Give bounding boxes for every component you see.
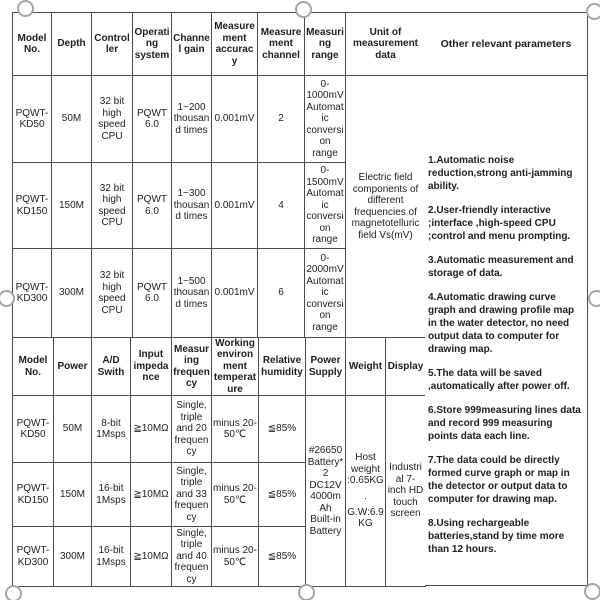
col-header-measurement-channel: Measurement channel — [258, 13, 305, 76]
kd300-accuracy-cell: 0.001mV — [212, 249, 258, 338]
resize-handle-right-middle[interactable] — [588, 290, 600, 307]
kd50-ad-swith-cell: 8-bit 1Msps — [92, 396, 131, 463]
weight-line-dot: . — [364, 490, 367, 502]
kd300-frequency-cell: Single, triple and 40 frequency — [172, 527, 212, 587]
kd150-ad-swith-cell: 16-bit 1Msps — [92, 463, 131, 527]
resize-handle-top-right[interactable] — [586, 3, 600, 20]
kd150-impedance-cell: ≧10MΩ — [131, 463, 172, 527]
kd300-model-cell-2: PQWT-KD300 — [13, 527, 54, 587]
col-header-display: Display — [386, 338, 426, 396]
weight-line-host: Host weight :0.65KG — [347, 452, 384, 487]
other-parameters-column — [425, 12, 588, 586]
col-header-relative-humidity: Relative humidity — [259, 338, 306, 396]
top-spec-table — [12, 12, 426, 338]
kd50-range-cell: 0-1000mV Automatic conversion range — [305, 76, 346, 163]
kd300-model-cell: PQWT-KD300 — [13, 249, 52, 338]
resize-handle-bottom-left[interactable] — [5, 585, 22, 600]
other-param-item-5: 5.The data will be saved ,automatically after power off. — [428, 368, 570, 392]
col-header-other-parameters: Other relevant parameters — [425, 13, 587, 76]
kd150-channels-cell: 4 — [258, 163, 305, 249]
kd150-range-cell: 0-1500mV Automatic conversion range — [305, 163, 346, 249]
bottom-spec-table — [12, 337, 426, 587]
kd300-humidity-cell: ≦85% — [259, 527, 306, 587]
kd150-controller-cell: 32 bit high speed CPU — [92, 163, 133, 249]
col-header-depth: Depth — [52, 13, 92, 76]
kd50-impedance-cell: ≧10MΩ — [131, 396, 172, 463]
resize-handle-bottom-right[interactable] — [584, 583, 600, 600]
kd50-frequency-cell: Single, triple and 20 frequency — [172, 396, 212, 463]
other-param-item-1: 1.Automatic noise reduction,strong anti-jamming ability. — [428, 155, 573, 192]
col-header-input-impedance: Input impedance — [131, 338, 172, 396]
kd50-depth-cell: 50M — [52, 76, 92, 163]
col-header-power-supply: Power Supply — [306, 338, 346, 396]
kd50-channels-cell: 2 — [258, 76, 305, 163]
kd300-impedance-cell: ≧10MΩ — [131, 527, 172, 587]
other-param-item-4: 4.Automatic drawing curve graph and drawing profile map in the water detector, no need output data to computer for drawing map. — [428, 292, 575, 355]
col-header-weight: Weight — [346, 338, 386, 396]
kd300-power-cell: 300M — [54, 527, 92, 587]
col-header-model-no-2: Model No. — [13, 338, 54, 396]
other-param-item-8: 8.Using rechargeable batteries,stand by time more than 12 hours. — [428, 518, 565, 555]
kd150-accuracy-cell: 0.001mV — [212, 163, 258, 249]
other-param-item-3: 3.Automatic measurement and storage of data. — [428, 255, 574, 279]
kd300-os-cell: PQWT 6.0 — [133, 249, 172, 338]
kd50-model-cell-2: PQWT-KD50 — [13, 396, 54, 463]
resize-handle-bottom-middle[interactable] — [298, 584, 315, 600]
col-header-measuring-range: Measuring range — [305, 13, 346, 76]
kd50-channel-gain-cell: 1~200 thousand times — [172, 76, 212, 163]
col-header-measurement-accuracy: Measurement accuracy — [212, 13, 258, 76]
other-parameters-list — [425, 76, 587, 585]
col-header-operating-system: Operating system — [133, 13, 172, 76]
kd150-frequency-cell: Single, triple and 33 frequency — [172, 463, 212, 527]
kd50-accuracy-cell: 0.001mV — [212, 76, 258, 163]
kd150-depth-cell: 150M — [52, 163, 92, 249]
kd150-model-cell-2: PQWT-KD150 — [13, 463, 54, 527]
kd50-controller-cell: 32 bit high speed CPU — [92, 76, 133, 163]
kd50-power-cell: 50M — [54, 396, 92, 463]
other-param-item-6: 6.Store 999measuring lines data and record 999 measuring points data each line. — [428, 405, 581, 442]
kd150-os-cell: PQWT 6.0 — [133, 163, 172, 249]
kd50-os-cell: PQWT 6.0 — [133, 76, 172, 163]
kd300-range-cell: 0-2000mV Automatic conversion range — [305, 249, 346, 338]
kd50-model-cell: PQWT-KD50 — [13, 76, 52, 163]
col-header-unit-of-measurement: Unit of measurement data — [346, 13, 426, 76]
kd300-channels-cell: 6 — [258, 249, 305, 338]
kd300-controller-cell: 32 bit high speed CPU — [92, 249, 133, 338]
kd300-ad-swith-cell: 16-bit 1Msps — [92, 527, 131, 587]
kd300-depth-cell: 300M — [52, 249, 92, 338]
kd150-model-cell: PQWT-KD150 — [13, 163, 52, 249]
other-param-item-2: 2.User-friendly interactive ;interface ,high-speed CPU ;control and menu prompting. — [428, 205, 571, 242]
kd150-humidity-cell: ≦85% — [259, 463, 306, 527]
kd50-humidity-cell: ≦85% — [259, 396, 306, 463]
power-supply-cell: #26650 Battery* 2 DC12V 4000mAh Built-in Battery — [306, 396, 346, 587]
display-cell: Industrial 7-inch HD touch screen — [386, 396, 426, 587]
col-header-ad-swith: A/D Swith — [92, 338, 131, 396]
col-header-measuring-frequency: Measuring frequency — [172, 338, 212, 396]
weight-cell — [346, 396, 386, 587]
col-header-controller: Controller — [92, 13, 133, 76]
unit-of-measurement-cell: Electric field components of different frequencies of magnetotelluric field Vs(mV) — [346, 76, 426, 338]
col-header-power: Power — [54, 338, 92, 396]
kd300-channel-gain-cell: 1~500 thousand times — [172, 249, 212, 338]
kd300-temperature-cell: minus 20-50℃ — [212, 527, 259, 587]
kd50-temperature-cell: minus 20-50℃ — [212, 396, 259, 463]
kd150-power-cell: 150M — [54, 463, 92, 527]
kd150-temperature-cell: minus 20-50℃ — [212, 463, 259, 527]
resize-handle-top-middle[interactable] — [295, 1, 312, 18]
weight-line-gw: G.W:6.9 KG — [347, 506, 384, 530]
col-header-working-env-temperature: Working environment temperature — [212, 338, 259, 396]
col-header-channel-gain: Channel gain — [172, 13, 212, 76]
col-header-model-no: Model No. — [13, 13, 52, 76]
resize-handle-top-left[interactable] — [17, 0, 34, 17]
kd150-channel-gain-cell: 1~300 thousand times — [172, 163, 212, 249]
other-param-item-7: 7.The data could be directly formed curve graph or map in the detector or output data to computer for drawing map. — [428, 455, 570, 505]
